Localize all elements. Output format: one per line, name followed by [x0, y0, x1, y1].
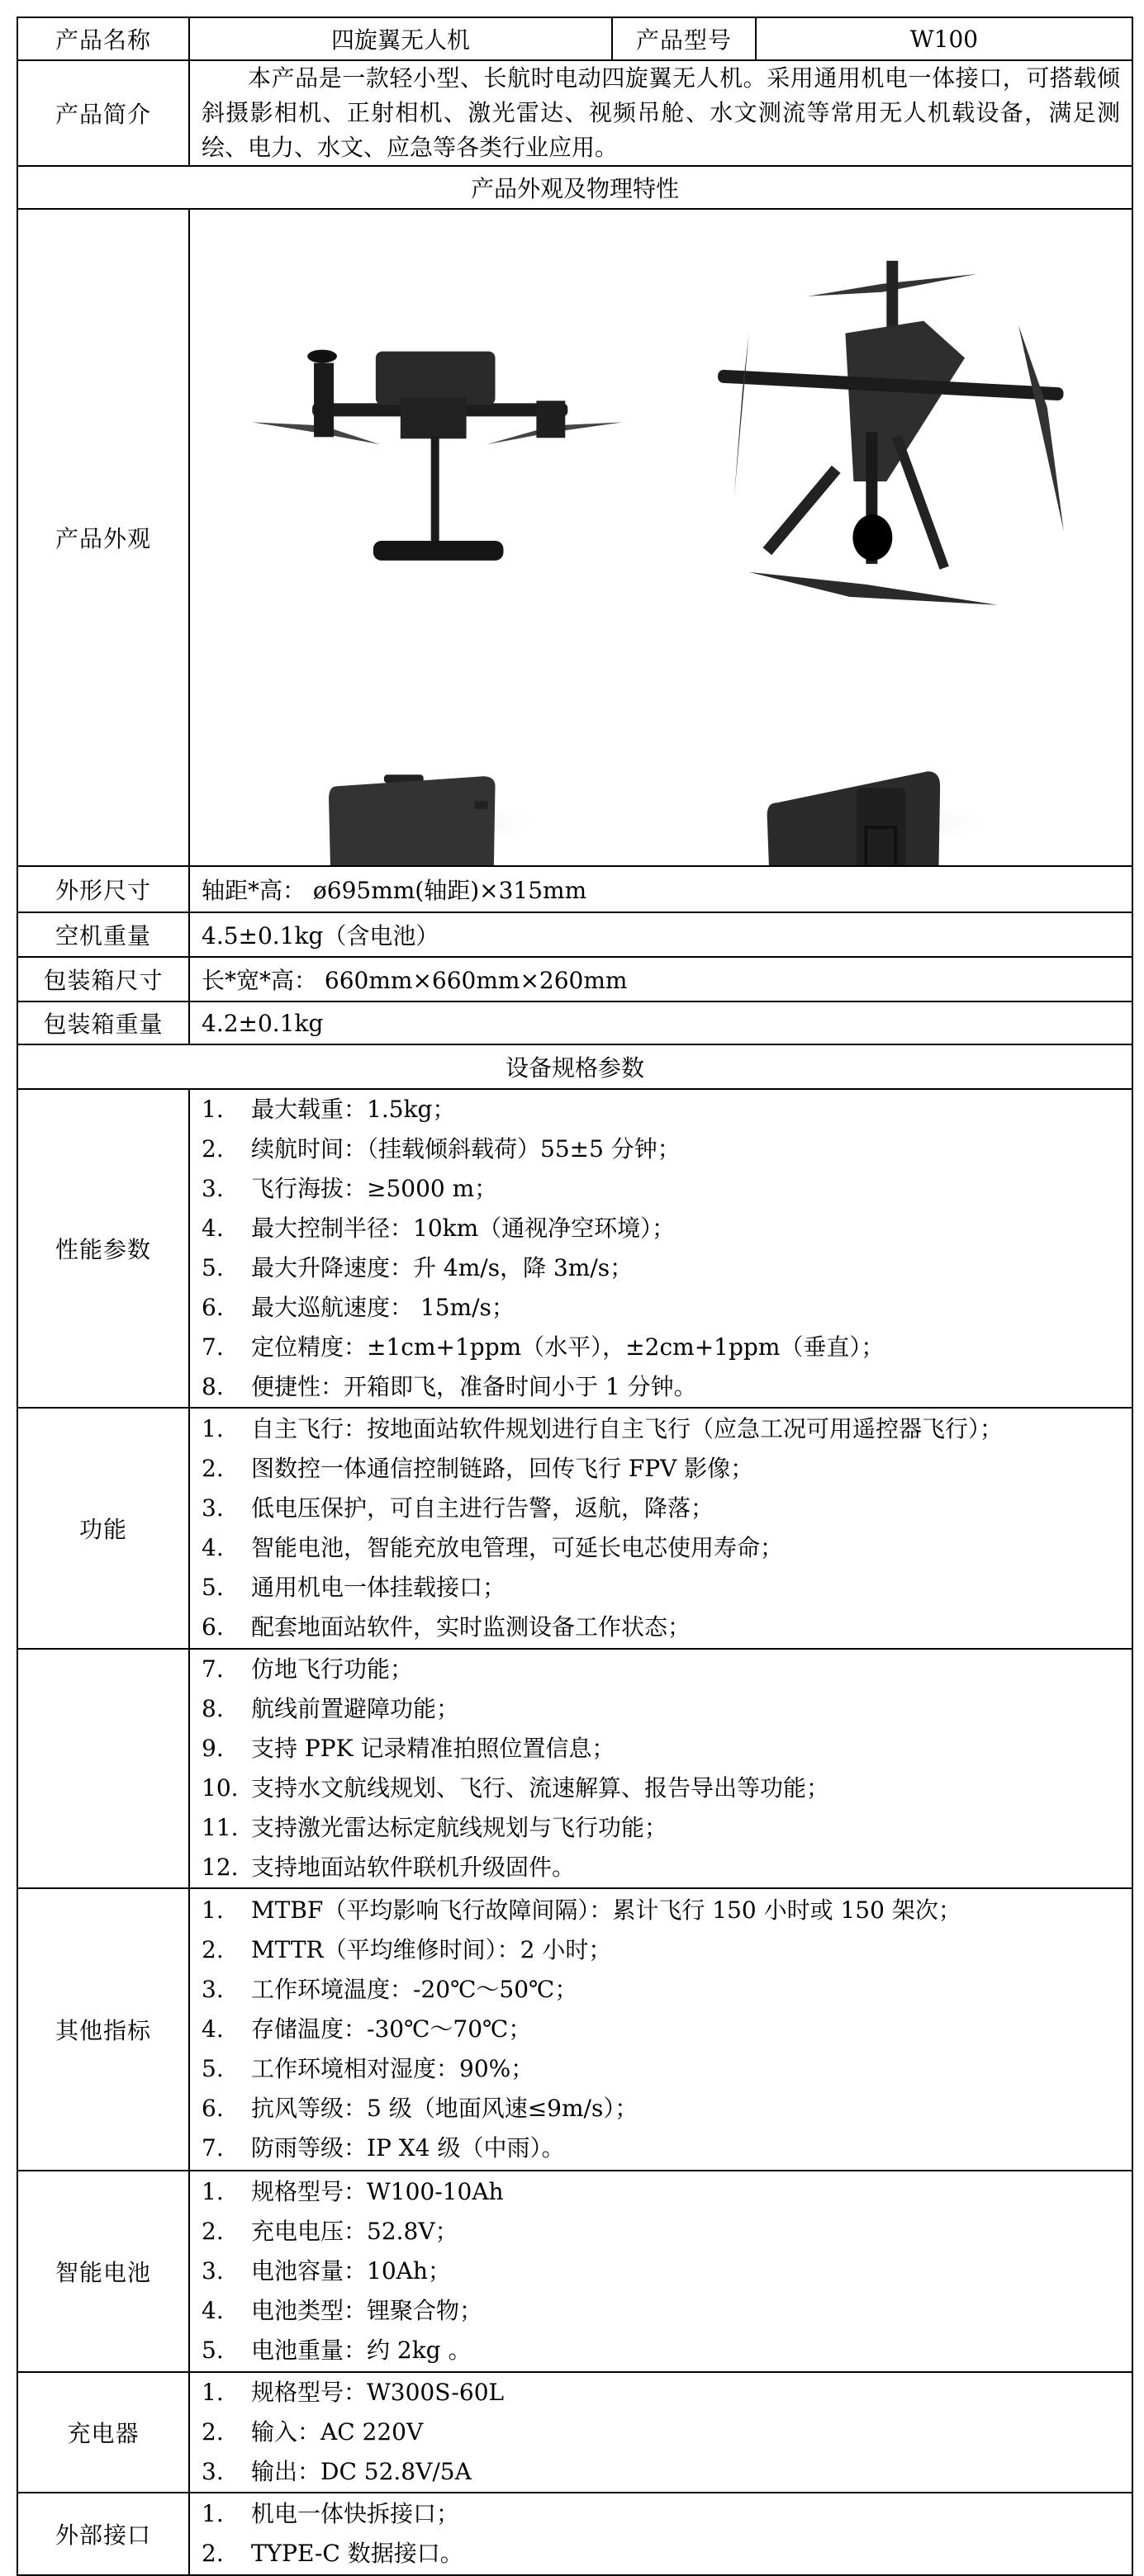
spec-label: 功能 [17, 1408, 189, 1649]
spec-item [202, 1090, 1132, 1129]
spec-item [202, 2172, 1132, 2212]
spec-item [202, 2452, 1132, 2492]
spec-label [17, 1649, 189, 1888]
spec-item [202, 1729, 1132, 1769]
item-number: 11. [202, 1814, 239, 1841]
product-images [190, 210, 1132, 865]
item-number: 5. [202, 1254, 224, 1281]
item-number: 9. [202, 1735, 224, 1762]
spec-item [202, 1769, 1132, 1808]
spec-item [202, 1489, 1132, 1528]
item-number: 4. [202, 2297, 224, 2324]
spec-list [190, 2373, 1132, 2492]
spec-item [202, 1608, 1132, 1647]
item-number: 2. [202, 2418, 224, 2446]
spec-item [202, 2291, 1132, 2331]
spec-item [202, 2252, 1132, 2291]
appearance-label: 产品外观 [17, 209, 189, 866]
item-number: 5. [202, 2055, 224, 2082]
case-front-image [329, 774, 495, 865]
item-text: 工作环境温度：-20℃～50℃； [251, 1976, 578, 2003]
product-model-value: W100 [756, 17, 1132, 60]
spec-item [202, 1808, 1132, 1848]
item-number: 1. [202, 1096, 224, 1123]
spec-label: 其他指标 [17, 1888, 189, 2171]
item-text: 续航时间：（挂载倾斜载荷）55±5 分钟； [251, 1135, 681, 1163]
physical-value: 长*宽*高： 660mm×660mm×260mm [189, 957, 1132, 1002]
item-text: 电池类型：锂聚合物； [251, 2297, 483, 2324]
item-text: 支持水文航线规划、飞行、流速解算、报告导出等功能； [251, 1774, 830, 1802]
item-text: 支持地面站软件联机升级固件。 [251, 1854, 576, 1881]
item-text: 定位精度：±1cm+1ppm（水平），±2cm+1ppm（垂直）； [251, 1333, 885, 1361]
item-text: 便捷性：开箱即飞，准备时间小于 1 分钟。 [251, 1373, 697, 1400]
item-number: 1. [202, 1415, 224, 1442]
physical-label: 外形尺寸 [17, 866, 189, 912]
appearance-row [17, 209, 1132, 866]
item-text: 最大巡航速度： 15m/s； [251, 1294, 515, 1321]
item-number: 8. [202, 1373, 224, 1400]
item-text: 规格型号：W100-10Ah [251, 2178, 504, 2205]
spec-label: 外部接口 [17, 2493, 189, 2575]
physical-label: 包装箱重量 [17, 1002, 189, 1044]
item-text: 飞行海拔：≥5000 m； [251, 1175, 498, 1202]
item-text: 支持激光雷达标定航线规划与飞行功能； [251, 1814, 668, 1841]
item-number: 5. [202, 2337, 224, 2364]
spec-row [17, 2493, 1132, 2575]
item-text: 机电一体快拆接口； [251, 2500, 460, 2527]
item-number: 7. [202, 1333, 224, 1361]
spec-item [202, 2129, 1132, 2168]
intro-label: 产品简介 [17, 60, 189, 166]
item-text: 仿地飞行功能； [251, 1655, 414, 1683]
spec-item [202, 1409, 1132, 1449]
physical-label: 包装箱尺寸 [17, 957, 189, 1002]
item-number: 6. [202, 1294, 224, 1321]
spec-label: 性能参数 [17, 1089, 189, 1408]
item-text: TYPE-C 数据接口。 [251, 2540, 463, 2567]
item-text: 充电电压：52.8V； [251, 2218, 458, 2245]
item-number: 7. [202, 2134, 224, 2162]
item-number: 6. [202, 1613, 224, 1641]
item-number: 3. [202, 1175, 224, 1202]
item-text: 低电压保护，可自主进行告警，返航，降落； [251, 1494, 714, 1522]
item-text: 支持 PPK 记录精准拍照位置信息； [251, 1735, 615, 1762]
spec-table [17, 17, 1133, 2576]
item-text: 防雨等级：IP X4 级（中雨）。 [251, 2134, 565, 2162]
item-text: 电池容量：10Ah； [251, 2257, 451, 2285]
item-number: 3. [202, 2458, 224, 2485]
item-text: 自主飞行：按地面站软件规划进行自主飞行（应急工况可用遥控器飞行）； [251, 1415, 1004, 1442]
spec-item [202, 1568, 1132, 1608]
physical-label: 空机重量 [17, 912, 189, 957]
item-number: 4. [202, 1215, 224, 1242]
spec-item [202, 1129, 1132, 1169]
item-number: 6. [202, 2095, 224, 2122]
spec-list [190, 1650, 1132, 1887]
item-number: 12. [202, 1854, 239, 1881]
spec-item [202, 2413, 1132, 2452]
spec-item [202, 1328, 1132, 1367]
spec-row [17, 1649, 1132, 1888]
product-name-label: 产品名称 [17, 17, 189, 60]
spec-item [202, 2010, 1132, 2049]
spec-item [202, 2331, 1132, 2370]
spec-item [202, 2089, 1132, 2129]
product-name-value: 四旋翼无人机 [189, 17, 612, 60]
spec-row [17, 2372, 1132, 2493]
item-text: 航线前置避障功能； [251, 1695, 460, 1722]
item-number: 2. [202, 1455, 224, 1482]
item-text: 输入：AC 220V [251, 2418, 424, 2446]
physical-value: 4.5±0.1kg（含电池） [189, 912, 1132, 957]
spec-item [202, 1528, 1132, 1568]
case-back-image [767, 771, 940, 865]
spec-item [202, 2212, 1132, 2252]
item-number: 2. [202, 1936, 224, 1963]
item-number: 2. [202, 2218, 224, 2245]
item-number: 3. [202, 1976, 224, 2003]
item-number: 1. [202, 2500, 224, 2527]
spec-item [202, 1449, 1132, 1489]
drone-front-image [252, 350, 623, 561]
item-number: 1. [202, 2379, 224, 2406]
spec-row [17, 1089, 1132, 1408]
item-text: 图数控一体通信控制链路，回传飞行 FPV 影像； [251, 1455, 754, 1482]
spec-item [202, 2534, 1132, 2574]
item-number: 1. [202, 1896, 224, 1924]
item-number: 4. [202, 2015, 224, 2043]
spec-item [202, 1891, 1132, 1930]
spec-label: 充电器 [17, 2372, 189, 2493]
spec-item [202, 1650, 1132, 1689]
item-text: 通用机电一体挂载接口； [251, 1574, 506, 1601]
physical-value: 轴距*高： ø695mm(轴距)×315mm [189, 866, 1132, 912]
item-number: 5. [202, 1574, 224, 1601]
spec-item [202, 2494, 1132, 2534]
product-model-label: 产品型号 [612, 17, 756, 60]
intro-row [17, 60, 1132, 166]
item-number: 4. [202, 1534, 224, 1561]
drone-perspective-image [718, 261, 1064, 605]
spec-row [17, 1888, 1132, 2171]
item-text: 输出：DC 52.8V/5A [251, 2458, 472, 2485]
section-specs-title: 设备规格参数 [17, 1044, 1132, 1089]
item-number: 10. [202, 1774, 239, 1802]
spec-list [190, 1409, 1132, 1647]
spec-row [17, 1408, 1132, 1649]
item-number: 2. [202, 2540, 224, 2567]
spec-item [202, 1848, 1132, 1887]
item-text: 规格型号：W300S-60L [251, 2379, 505, 2406]
spec-item [202, 1209, 1132, 1248]
item-text: 最大升降速度：升 4m/s，降 3m/s； [251, 1254, 634, 1281]
item-text: 最大载重：1.5kg； [251, 1096, 456, 1123]
spec-item [202, 2373, 1132, 2413]
spec-item [202, 1367, 1132, 1407]
spec-list [190, 1891, 1132, 2168]
item-text: 智能电池，智能充放电管理，可延长电芯使用寿命； [251, 1534, 784, 1561]
item-number: 8. [202, 1695, 224, 1722]
spec-item [202, 1930, 1132, 1970]
spec-item [202, 1288, 1132, 1328]
spec-list [190, 1090, 1132, 1407]
item-text: 电池重量：约 2kg 。 [251, 2337, 472, 2364]
item-number: 3. [202, 1494, 224, 1522]
physical-value: 4.2±0.1kg [189, 1002, 1132, 1044]
spec-item [202, 1248, 1132, 1288]
section-appearance-title: 产品外观及物理特性 [17, 166, 1132, 209]
item-number: 3. [202, 2257, 224, 2285]
intro-text: 本产品是一款轻小型、长航时电动四旋翼无人机。采用通用机电一体接口，可搭载倾斜摄影相机、正射相机、激光雷达、视频吊舱、水文测流等常用无人机载设备，满足测绘、电力、水文、应急等各类行业应用。 [202, 64, 1120, 161]
item-text: 工作环境相对湿度：90%； [251, 2055, 534, 2082]
spec-item [202, 2049, 1132, 2089]
spec-item [202, 1970, 1132, 2010]
item-text: 配套地面站软件，实时监测设备工作状态； [251, 1613, 691, 1641]
item-text: MTBF（平均影响飞行故障间隔）：累计飞行 150 小时或 150 架次； [251, 1896, 961, 1924]
spec-list [190, 2172, 1132, 2370]
item-text: 抗风等级：5 级（地面风速≤9m/s）； [251, 2095, 638, 2122]
spec-label: 智能电池 [17, 2171, 189, 2372]
spec-item [202, 1689, 1132, 1729]
header-row [17, 17, 1132, 60]
spec-list [190, 2494, 1132, 2574]
spec-item [202, 1169, 1132, 1209]
item-number: 1. [202, 2178, 224, 2205]
spec-row [17, 2171, 1132, 2372]
item-text: 最大控制半径：10km（通视净空环境）； [251, 1215, 676, 1242]
item-number: 2. [202, 1135, 224, 1163]
item-number: 7. [202, 1655, 224, 1683]
item-text: MTTR（平均维修时间）：2 小时； [251, 1936, 612, 1963]
item-text: 存储温度：-30℃～70℃； [251, 2015, 532, 2043]
